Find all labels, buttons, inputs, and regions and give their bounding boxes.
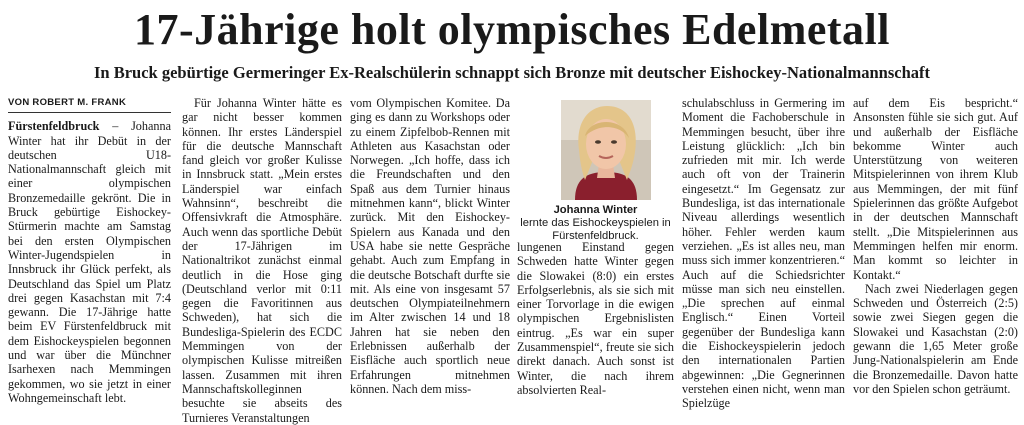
caption-name: Johanna Winter	[553, 204, 638, 216]
article-column-1	[8, 96, 171, 405]
paragraph: Für Johanna Winter hätte es gar nicht besser kommen können. Ihr erstes Länderspiel für die deutsche Mannschaft fand gleich vor großer Kulisse in Innsbruck statt. „Mein erstes Länderspiel war einfach Wahnsinn“, beschreibt die Offensivkraft die Atmosphäre. Auch wenn das sportliche Debüt der 17-Jährigen im Nationaltrikot zunächst einmal deutlich in die Hose ging (Deutschland verlor mit 0:11 gegen die Favoritinnen aus Schweden), hat sich die Bundesliga-Spielerin des ECDC Memmingen von der olympischen Kulisse mitreißen lassen. Zusammen mit ihren Mannschaftskolleginnen besuchte sie abseits des Turnieres Veranstaltungen	[182, 96, 342, 425]
paragraph: vom Olympischen Komitee. Da ging es dann zu Workshops oder zu einem Zipfelbob-Rennen mit Athleten aus Kasachstan oder Norwegen. „Ich hoffe, dass ich die Freundschaften und den Spaß aus dem Turnier hinaus mitnehmen kann“, blickt Winter zurück. Mit den Eishockey-Spielern aus Kanada und den USA habe sie nette Gespräche gehabt. Auch zum Empfang in die deutsche Botschaft durfte sie mit. Als eine von insgesamt 57 deutschen Olympiateilnehmern im Alter zwischen 14 und 18 Jahren hat sie neben den Erlebnissen außerhalb der Eisfläche auch sportlich neue Erfahrungen mitnehmen können. Nach dem miss-	[350, 96, 510, 396]
article-column-4	[517, 96, 674, 402]
paragraph: schulabschluss in Germering im Moment die Fachoberschule in Memmingen besucht, über ihre Leistung glücklich: „Ich bin zufrieden mit mir. Ich werde auch oft von der Trainerin eingesetzt.“ Im Gegensatz zur Bundesliga, ist das internationale Niveau allerdings wesentlich höher. Fehler werden kaum verziehen. „Es ist alles neu, man muss sich immer konzentrieren.“ Auch auf die Schiedsrichter müsse man sich neu einstellen. „Die sprechen auf einmal Englisch.“ Einen Vorteil gegenüber der Bundesliga kann die Eishockeyspielerin jedoch den internationalen Partien abgewinnen: „Die Gegnerinnen verstehen einen nicht, wenn man Spielzüge	[682, 96, 845, 411]
subheadline: In Bruck gebürtige Germeringer Ex-Realschülerin schnappt sich Bronze mit deutscher Eishockey-Nationalmannschaft	[94, 63, 930, 82]
caption-text: lernte das Eishockeyspielen in Fürstenfeldbruck.	[520, 217, 671, 242]
article-column-5	[682, 96, 845, 411]
paragraph-lead	[8, 119, 171, 405]
paragraph: Nach zwei Niederlagen gegen Schweden und Österreich (2:5) sowie zwei Siegen gegen die Slowakei und Kasachstan (2:0) gewann die 1,65 Meter große Jung-Nationalspielerin am Ende die Bronzemedaille. Davon hatte vor den Spielen schon geträumt.	[853, 281, 1018, 396]
paragraph: auf dem Eis bespricht.“ Ansonsten fühle sie sich gut. Auf und außerhalb der Eisfläche bekomme Winter auch Unterstützung von weiteren Mitspielerinnen von ihrem Klub aus Memmingen, der mit fünf Spielerinnen das größte Aufgebot in der deutschen Mannschaft stellt. „Die Mitspielerinnen aus Memmingen helfen mir enorm. Man kommt so leichter in Kontakt.“	[853, 96, 1018, 282]
byline: VON ROBERT M. FRANK	[8, 96, 171, 113]
dateline: Fürstenfeldbruck	[8, 119, 100, 134]
article-column-2	[182, 96, 342, 425]
lead-text: – Johanna Winter hat ihr Debüt in der deutschen U18-Nationalmannschaft gleich mit einer olympischen Bronzemedaille gekrönt. Die in Bruck gebürtige Eishockey-Stürmerin machte am Samstag bei den ersten Olympischen Winter-Jugendspielen in Innsbruck ihr Glück perfekt, als Deutschland das Spiel um Platz drei gegen Kasachstan mit 7:4 gewann. Die 17-Jährige hatte beim EV Fürstenfeldbruck mit dem Eishockeyspielen begonnen und war über die Münchner Isarhexen nach Memmingen gekommen, wo sie jetzt in einer Wohngemeinschaft lebt.	[8, 119, 171, 405]
article-column-3	[350, 96, 510, 402]
paragraph: lungenen Einstand gegen Schweden hatte Winter gegen die Slowakei (8:0) ein erstes Erfolgserlebnis, als sie sich mit einer Torvorlage in die ewigen olympischen Ergebnislisten eintrug. „Es war ein super Zusammenspiel“, freute sie sich direkt danach. Auch sonst ist Winter, die nach ihrem absolvierten Real-	[517, 240, 674, 397]
article-column-6	[853, 96, 1018, 402]
headline: 17-Jährige holt olympisches Edelmetall	[134, 5, 890, 54]
